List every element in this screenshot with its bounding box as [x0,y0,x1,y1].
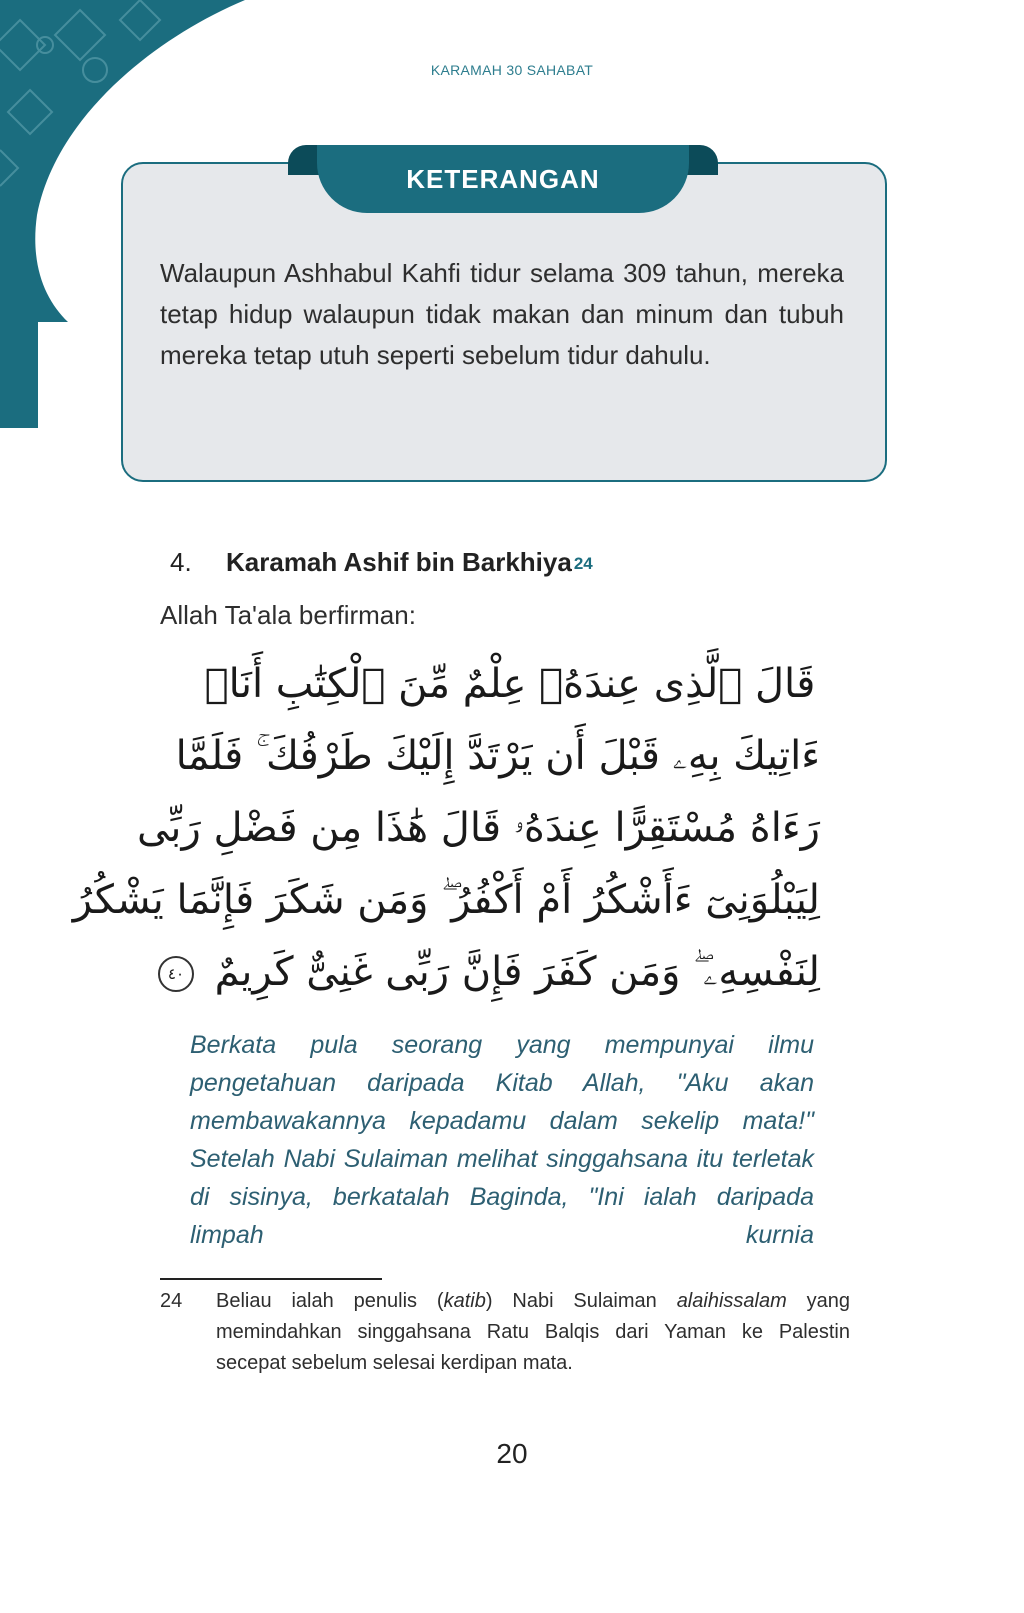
footnote-text [216,1286,850,1379]
ayah-number-marker: ٤٠ [158,956,194,992]
quran-verse [72,648,820,1008]
footnote-term-katib: katib [443,1290,486,1312]
footnote-divider [160,1278,382,1280]
verse-line: قَالَ ٱلَّذِى عِندَهُۥ عِلْمٌ مِّنَ ٱلْكِتَٰبِ أَنَا۠ [204,661,816,707]
verse-line: ءَاتِيكَ بِهِۦ قَبْلَ أَن يَرْتَدَّ إِلَيْكَ طَرْفُكَ ۚ فَلَمَّا [175,733,820,779]
intro-line: Allah Ta'ala berfirman: [160,600,416,630]
verse-line: رَءَاهُ مُسْتَقِرًّا عِندَهُۥ قَالَ هَٰذَا مِن فَضْلِ رَبِّى [136,805,820,851]
running-header: KARAMAH 30 SAHABAT [430,62,594,78]
note-box-label: KETERANGAN [317,145,689,213]
footnote [160,1286,850,1379]
footnote-text-part: yang memindahkan singgahsana Ratu Balqis dari Yaman ke Palestin secepat sebelum selesai kerdipan mata. [216,1290,851,1374]
verse-line-last [167,936,820,1008]
footnote-term-alaihissalam: alaihissalam [676,1290,787,1312]
page-number: 20 [496,1438,528,1469]
footnote-number: 24 [160,1290,183,1312]
section-title: Karamah Ashif bin Barkhiya [226,547,572,577]
verse-line: لِيَبْلُوَنِىٓ ءَأَشْكُرُ أَمْ أَكْفُرُ ۖ وَمَن شَكَرَ فَإِنَّمَا يَشْكُرُ [72,877,820,923]
verse-translation: Berkata pula seorang yang mempunyai ilmu pengetahuan daripada Kitab Allah, "Aku akan membawakannya kepadamu dalam sekelip mata!" Setelah Nabi Sulaiman melihat singgahsana itu terletak di sisinya, berkatalah Baginda, "Ini ialah daripada limpah kurnia [190,1031,814,1249]
footnote-reference[interactable]: 24 [573,554,593,573]
section-heading [170,547,593,578]
note-box-text: Walaupun Ashhabul Kahfi tidur selama 309 tahun, mereka tetap hidup walaupun tidak makan dan minum dan tubuh mereka tetap utuh seperti sebelum tidur dahulu. [160,258,844,370]
section-number: 4. [170,547,192,577]
footnote-text-part: ) Nabi Sulaiman [485,1290,677,1312]
footnote-text-part: Beliau ialah penulis ( [216,1290,444,1312]
verse-line: لِنَفْسِهِۦ ۖ وَمَن كَفَرَ فَإِنَّ رَبِّى غَنِىٌّ كَرِيمٌ [214,949,820,995]
